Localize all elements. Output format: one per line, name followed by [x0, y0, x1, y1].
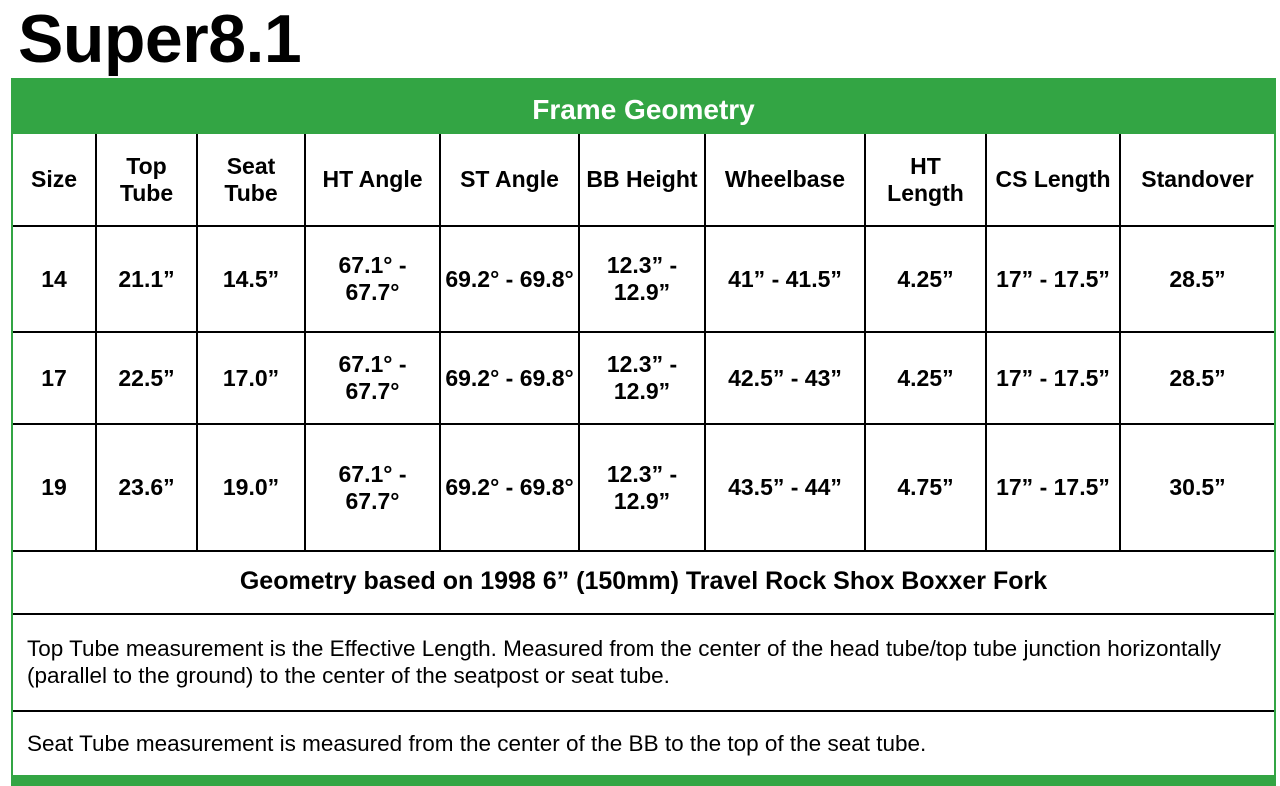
cell-st-angle: 69.2° - 69.8°: [440, 424, 579, 551]
cell-ht-length: 4.75”: [865, 424, 986, 551]
column-header-st-angle: ST Angle: [440, 134, 579, 226]
cell-bb-height: 12.3” - 12.9”: [579, 226, 705, 332]
cell-standover: 28.5”: [1120, 332, 1274, 424]
cell-ht-angle: 67.1° - 67.7°: [305, 226, 440, 332]
geometry-content: [13, 134, 1274, 775]
cell-top-tube: 22.5”: [96, 332, 197, 424]
cell-ht-length: 4.25”: [865, 226, 986, 332]
cell-cs-length: 17” - 17.5”: [986, 332, 1120, 424]
column-header-seat-tube: Seat Tube: [197, 134, 305, 226]
column-header-standover: Standover: [1120, 134, 1274, 226]
cell-top-tube: 23.6”: [96, 424, 197, 551]
column-header-ht-length: HT Length: [865, 134, 986, 226]
cell-top-tube: 21.1”: [96, 226, 197, 332]
cell-wheelbase: 41” - 41.5”: [705, 226, 865, 332]
cell-seat-tube: 14.5”: [197, 226, 305, 332]
fork-note: Geometry based on 1998 6” (150mm) Travel Rock Shox Boxxer Fork: [13, 549, 1274, 615]
geometry-table: [13, 134, 1274, 552]
seat-tube-note: Seat Tube measurement is measured from the center of the BB to the top of the seat tube.: [27, 731, 927, 756]
cell-bb-height: 12.3” - 12.9”: [579, 424, 705, 551]
frame-geometry-panel: [11, 78, 1276, 786]
table-row: [13, 332, 1274, 424]
cell-size: 17: [13, 332, 96, 424]
cell-size: 14: [13, 226, 96, 332]
column-header-ht-angle: HT Angle: [305, 134, 440, 226]
cell-standover: 30.5”: [1120, 424, 1274, 551]
column-header-bb-height: BB Height: [579, 134, 705, 226]
cell-seat-tube: 19.0”: [197, 424, 305, 551]
cell-standover: 28.5”: [1120, 226, 1274, 332]
column-header-size: Size: [13, 134, 96, 226]
cell-seat-tube: 17.0”: [197, 332, 305, 424]
top-tube-note: Top Tube measurement is the Effective Length. Measured from the center of the head tube/top tube junction horizontally (parallel to the ground) to the center of the seatpost or seat tube.: [13, 615, 1274, 712]
table-row: [13, 424, 1274, 551]
section-header: Frame Geometry: [532, 94, 755, 125]
column-header-cs-length: CS Length: [986, 134, 1120, 226]
cell-cs-length: 17” - 17.5”: [986, 226, 1120, 332]
column-header-top-tube: Top Tube: [96, 134, 197, 226]
cell-ht-angle: 67.1° - 67.7°: [305, 424, 440, 551]
cell-wheelbase: 42.5” - 43”: [705, 332, 865, 424]
table-row: [13, 226, 1274, 332]
page-title: Super8.1: [18, 1, 302, 77]
cell-ht-length: 4.25”: [865, 332, 986, 424]
column-header-wheelbase: Wheelbase: [705, 134, 865, 226]
cell-wheelbase: 43.5” - 44”: [705, 424, 865, 551]
cell-ht-angle: 67.1° - 67.7°: [305, 332, 440, 424]
cell-size: 19: [13, 424, 96, 551]
cell-cs-length: 17” - 17.5”: [986, 424, 1120, 551]
cell-st-angle: 69.2° - 69.8°: [440, 226, 579, 332]
cell-st-angle: 69.2° - 69.8°: [440, 332, 579, 424]
cell-bb-height: 12.3” - 12.9”: [579, 332, 705, 424]
table-header-row: [13, 134, 1274, 226]
